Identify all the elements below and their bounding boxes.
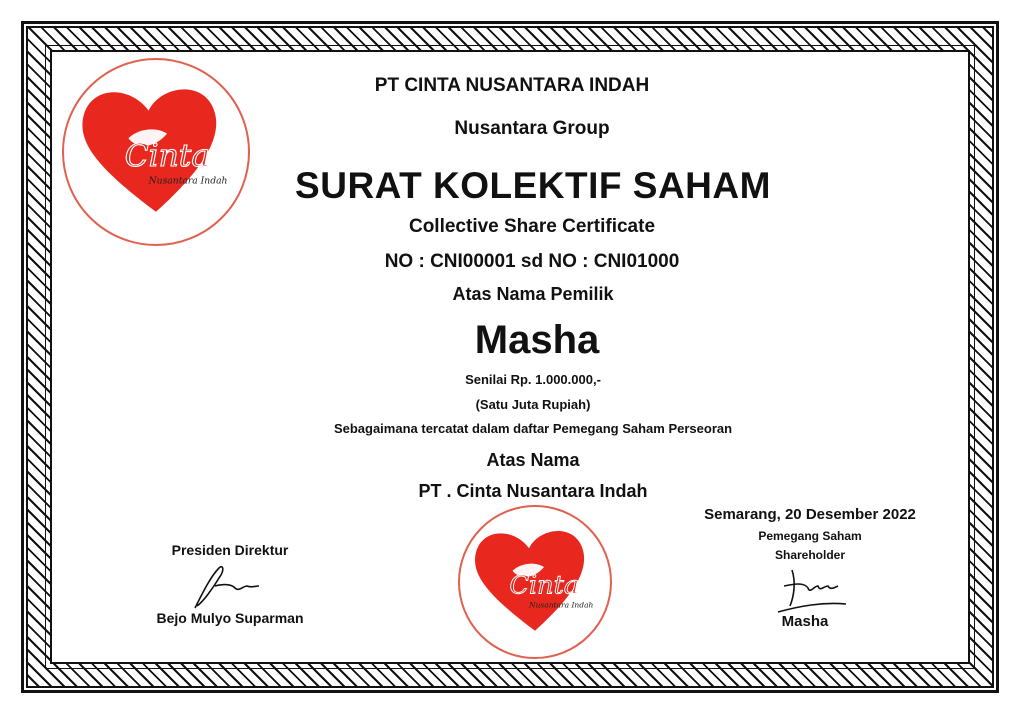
shareholder-name: Masha xyxy=(781,613,829,630)
director-name: Bejo Mulyo Suparman xyxy=(156,610,304,626)
logo-tagline: Nusantara Indah xyxy=(529,600,594,610)
shareholder-signature xyxy=(770,562,850,617)
certificate-title: SURAT KOLEKTIF SAHAM xyxy=(295,165,771,206)
certificate-subtitle: Collective Share Certificate xyxy=(408,216,656,237)
share-value-words: (Satu Juta Rupiah) xyxy=(475,397,591,412)
group-name: Nusantara Group xyxy=(454,118,610,139)
owner-name: Masha xyxy=(474,318,600,362)
shareholder-label-id: Pemegang Saham xyxy=(758,529,862,543)
company-logo-center xyxy=(458,505,612,659)
company-name: PT CINTA NUSANTARA INDAH xyxy=(374,75,650,96)
share-value: Senilai Rp. 1.000.000,- xyxy=(465,372,601,387)
logo-word: Cinta xyxy=(124,137,210,174)
logo-word: Cinta xyxy=(509,570,580,601)
place-and-date: Semarang, 20 Desember 2022 xyxy=(704,506,916,523)
logo-tagline: Nusantara Indah xyxy=(148,175,228,187)
heart-logo-icon xyxy=(460,507,610,657)
owner-label: Atas Nama Pemilik xyxy=(452,284,614,304)
on-behalf-label: Atas Nama xyxy=(486,450,580,470)
on-behalf-company: PT . Cinta Nusantara Indah xyxy=(418,481,648,501)
record-note: Sebagaimana tercatat dalam daftar Pemegang Saham Perseoran xyxy=(333,421,733,436)
director-title: Presiden Direktur xyxy=(171,542,289,558)
shareholder-label-en: Shareholder xyxy=(774,548,846,562)
director-signature xyxy=(185,562,265,612)
share-number-range: NO : CNI00001 sd NO : CNI01000 xyxy=(384,251,680,272)
